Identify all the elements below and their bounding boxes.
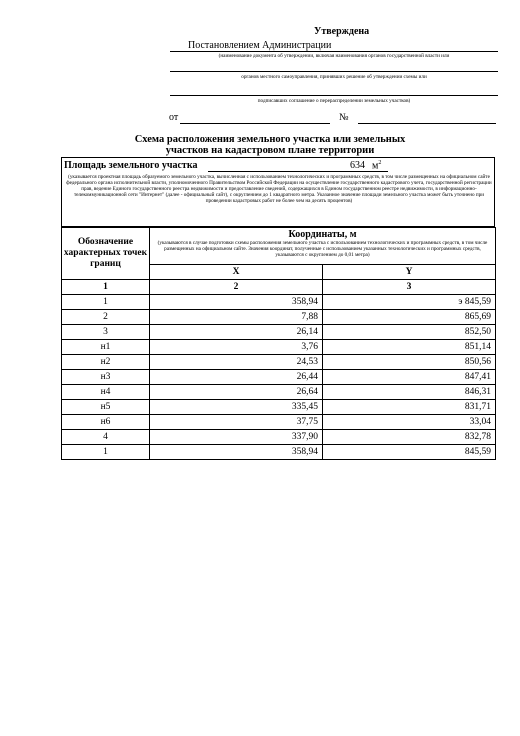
- caption-1: (наименование документа об утверждении, включая наименования органов государственной власти или: [218, 53, 450, 59]
- point-cell: н2: [62, 355, 150, 370]
- table-row: [62, 355, 496, 370]
- caption-3: подписавших соглашение о перераспределении земельных участков): [257, 98, 411, 104]
- approval-document-line: Постановлением Администрации: [188, 40, 332, 51]
- x-coordinate-cell: 26,14: [150, 325, 323, 340]
- point-cell: н3: [62, 370, 150, 385]
- x-column-header: X: [150, 265, 323, 280]
- table-row: [62, 385, 496, 400]
- table-row: [62, 400, 496, 415]
- y-coordinate-cell: 846,31: [323, 385, 496, 400]
- y-coordinate-cell: 852,50: [323, 325, 496, 340]
- underline-1: [170, 51, 498, 52]
- coordinates-table: [61, 227, 496, 460]
- y-coordinate-cell: 33,04: [323, 415, 496, 430]
- y-coordinate-cell: 831,71: [323, 400, 496, 415]
- area-label: Площадь земельного участка: [64, 160, 198, 171]
- date-field-line: [180, 123, 330, 124]
- caption-2: органов местного самоуправления, принявших решение об утверждении схемы или: [241, 74, 427, 80]
- area-unit-power: 2: [378, 160, 382, 166]
- number-field-line: [358, 123, 496, 124]
- table-row: [62, 415, 496, 430]
- point-cell: 4: [62, 430, 150, 445]
- number-label: №: [339, 112, 349, 123]
- table-row: [62, 295, 496, 310]
- x-coordinate-cell: 37,75: [150, 415, 323, 430]
- point-cell: н5: [62, 400, 150, 415]
- x-coordinate-cell: 26,64: [150, 385, 323, 400]
- index-cell-2: 2: [150, 280, 323, 295]
- point-cell: н4: [62, 385, 150, 400]
- table-row: [62, 310, 496, 325]
- scheme-title: [120, 134, 420, 156]
- coords-note: (указываются в случае подготовки схемы расположения земельного участка с использованием технологических и программных средств, в том числе размещенных на официальном сайте. Значения координат, полученные с использованием указанных технологических и программных средств, указываются с округлением до 0,01 метра): [157, 240, 488, 258]
- coords-title: Координаты, м: [288, 229, 357, 240]
- y-coordinate-cell: 845,59: [323, 445, 496, 460]
- area-underline: [208, 171, 388, 172]
- x-coordinate-cell: 358,94: [150, 445, 323, 460]
- coordinates-rows: [62, 295, 496, 460]
- y-coordinate-cell: 847,41: [323, 370, 496, 385]
- x-coordinate-cell: 358,94: [150, 295, 323, 310]
- x-coordinate-cell: 26,44: [150, 370, 323, 385]
- point-cell: 1: [62, 445, 150, 460]
- point-cell: 1: [62, 295, 150, 310]
- area-unit: [372, 160, 381, 171]
- approved-heading: Утверждена: [314, 26, 370, 37]
- scheme-title-line-2: участков на кадастровом плане территории: [165, 145, 375, 156]
- point-cell: н6: [62, 415, 150, 430]
- y-coordinate-cell: 851,14: [323, 340, 496, 355]
- underline-2: [170, 71, 498, 72]
- index-cell-3: 3: [323, 280, 496, 295]
- x-coordinate-cell: 24,53: [150, 355, 323, 370]
- y-coordinate-cell: 850,56: [323, 355, 496, 370]
- date-from-label: от: [169, 112, 179, 123]
- x-coordinate-cell: 335,45: [150, 400, 323, 415]
- area-value: 634: [350, 160, 365, 171]
- point-cell: 2: [62, 310, 150, 325]
- y-coordinate-cell: 865,69: [323, 310, 496, 325]
- table-row: [62, 340, 496, 355]
- area-note: (указывается проектная площадь образуемого земельного участка, вычисленная с использованием технологических и программных средств, в том числе размещенных на официальном сайте федерального органа исполнительной власти, уполномоченного Правительством Российской Федерации на осуществление государственного кадастрового учета, государственной регистрации прав, ведение Единого государственного реестра недвижимости и предоставление сведений, содержащихся в Едином государственном реестре недвижимости, в информационно-телекоммуникационной сети "Интернет" (далее - официальный сайт), с округлением до 1 квадратного метра. Указанное значение площади земельного участка может быть уточнено при проведении кадастровых работ не более чем на десять процентов): [66, 174, 492, 204]
- point-cell: н1: [62, 340, 150, 355]
- table-row: [62, 430, 496, 445]
- underline-3: [170, 95, 498, 96]
- y-coordinate-cell: э 845,59: [323, 295, 496, 310]
- x-coordinate-cell: 337,90: [150, 430, 323, 445]
- point-column-header: Обозначение характерных точек границ: [62, 228, 150, 280]
- y-coordinate-cell: 832,78: [323, 430, 496, 445]
- x-coordinate-cell: 3,76: [150, 340, 323, 355]
- point-cell: 3: [62, 325, 150, 340]
- table-row: [62, 445, 496, 460]
- x-coordinate-cell: 7,88: [150, 310, 323, 325]
- scheme-title-line-1: Схема расположения земельного участка или земельных: [134, 134, 406, 145]
- index-cell-1: 1: [62, 280, 150, 295]
- table-row: [62, 370, 496, 385]
- coords-header: [150, 228, 496, 265]
- area-unit-text: м: [372, 160, 379, 172]
- table-row: [62, 325, 496, 340]
- y-column-header: Y: [323, 265, 496, 280]
